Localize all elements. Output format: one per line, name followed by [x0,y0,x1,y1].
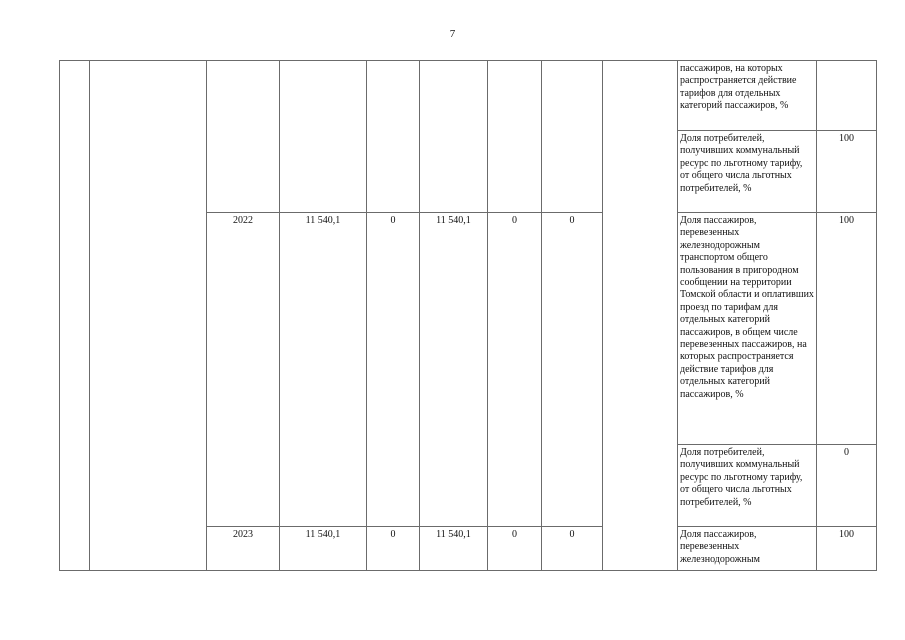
empty-cell-year [207,61,280,213]
year-cell: 2023 [207,527,280,571]
total-cell: 11 540,1 [280,527,367,571]
empty-cell-total [280,61,367,213]
indicator-text: Доля пассажиров, перевезенных железнодорожным транспортом общего пользования в пригородном сообщении на территории Томской области и оплативших проезд по тарифам для отдельных категорий пассажиров, в общем числе перевезенных пассажиров, на которых распространяется действие тарифов для отдельных категорий пассажиров, % [678,213,817,445]
empty-cell-col-a [367,61,420,213]
empty-cell-name [90,61,207,571]
empty-cell-col-c [488,61,542,213]
indicator-value: 0 [817,445,877,527]
col-b-cell: 11 540,1 [420,213,488,527]
indicator-text: пассажиров, на которых распространяется действие тарифов для отдельных категорий пассажиров, % [678,61,817,131]
empty-cell-col-d [542,61,603,213]
total-cell: 11 540,1 [280,213,367,527]
table-row [60,61,877,131]
indicator-value: 100 [817,527,877,571]
indicator-value: 100 [817,131,877,213]
col-c-cell: 0 [488,213,542,527]
col-a-cell: 0 [367,527,420,571]
indicator-value [817,61,877,131]
page-number: 7 [449,28,456,40]
program-table [59,60,877,571]
col-d-cell: 0 [542,527,603,571]
indicator-value: 100 [817,213,877,445]
indicator-text: Доля потребителей, получивших коммунальный ресурс по льготному тарифу, от общего числа льготных потребителей, % [678,445,817,527]
col-c-cell: 0 [488,527,542,571]
col-b-cell: 11 540,1 [420,527,488,571]
col-a-cell: 0 [367,213,420,527]
empty-cell-executor [603,61,678,571]
year-cell: 2022 [207,213,280,527]
empty-cell-col-b [420,61,488,213]
indicator-text: Доля пассажиров, перевезенных железнодорожным [678,527,817,571]
empty-cell-number [60,61,90,571]
col-d-cell: 0 [542,213,603,527]
indicator-text: Доля потребителей, получивших коммунальный ресурс по льготному тарифу, от общего числа льготных потребителей, % [678,131,817,213]
